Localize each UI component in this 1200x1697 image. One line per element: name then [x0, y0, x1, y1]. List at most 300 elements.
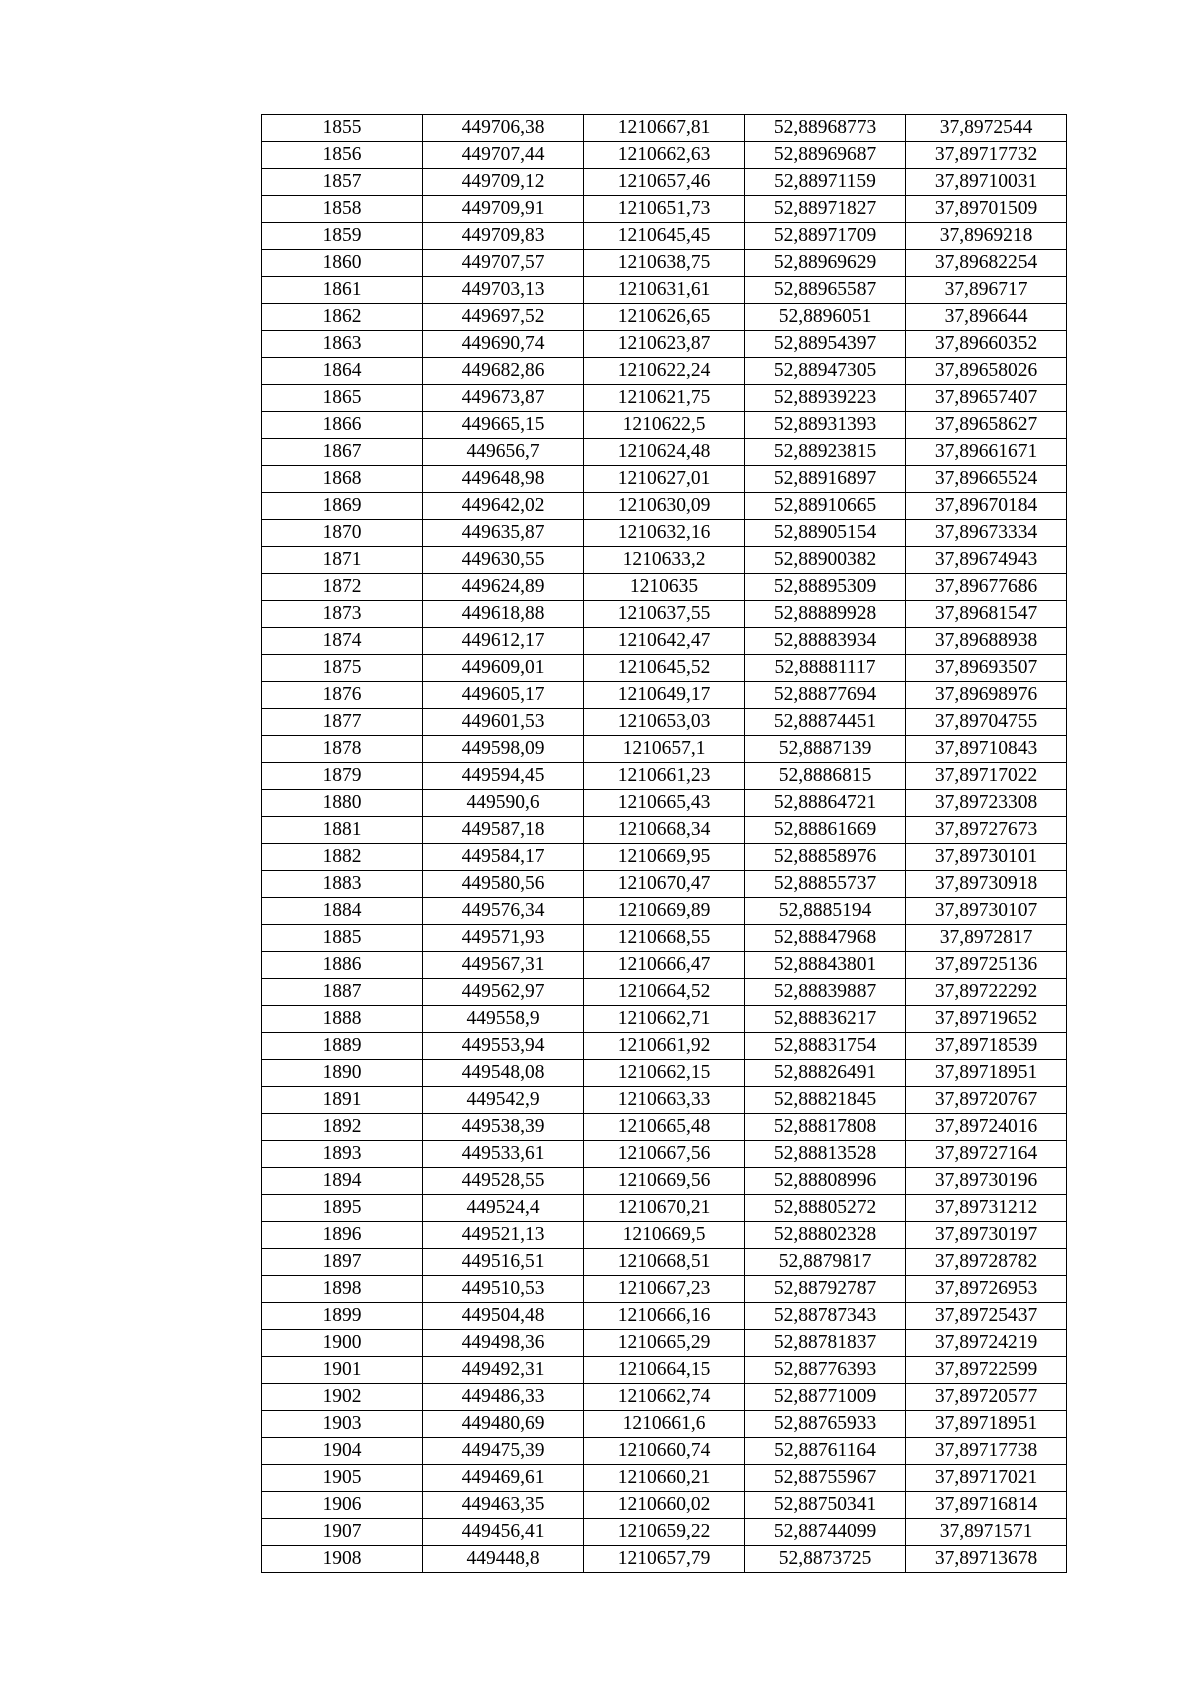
longitude-cell: 37,89670184 — [906, 493, 1067, 520]
longitude-cell: 37,89722292 — [906, 979, 1067, 1006]
longitude-cell: 37,89719652 — [906, 1006, 1067, 1033]
longitude-cell: 37,89658627 — [906, 412, 1067, 439]
x-coordinate-cell: 449682,86 — [423, 358, 584, 385]
y-coordinate-cell: 1210649,17 — [584, 682, 745, 709]
table-row — [262, 466, 1067, 493]
latitude-cell: 52,88836217 — [745, 1006, 906, 1033]
point-number-cell: 1872 — [262, 574, 423, 601]
point-number-cell: 1870 — [262, 520, 423, 547]
table-row — [262, 952, 1067, 979]
table-row — [262, 250, 1067, 277]
longitude-cell: 37,89661671 — [906, 439, 1067, 466]
latitude-cell: 52,88971827 — [745, 196, 906, 223]
table-row — [262, 412, 1067, 439]
table-row — [262, 520, 1067, 547]
latitude-cell: 52,88831754 — [745, 1033, 906, 1060]
point-number-cell: 1901 — [262, 1357, 423, 1384]
coordinates-table-body — [262, 115, 1067, 1573]
longitude-cell: 37,89688938 — [906, 628, 1067, 655]
longitude-cell: 37,89724016 — [906, 1114, 1067, 1141]
table-row — [262, 1465, 1067, 1492]
latitude-cell: 52,88808996 — [745, 1168, 906, 1195]
table-row — [262, 1411, 1067, 1438]
table-row — [262, 1330, 1067, 1357]
longitude-cell: 37,89731212 — [906, 1195, 1067, 1222]
point-number-cell: 1863 — [262, 331, 423, 358]
latitude-cell: 52,88969687 — [745, 142, 906, 169]
latitude-cell: 52,8879817 — [745, 1249, 906, 1276]
y-coordinate-cell: 1210661,6 — [584, 1411, 745, 1438]
y-coordinate-cell: 1210657,79 — [584, 1546, 745, 1573]
longitude-cell: 37,89701509 — [906, 196, 1067, 223]
latitude-cell: 52,88947305 — [745, 358, 906, 385]
latitude-cell: 52,88847968 — [745, 925, 906, 952]
longitude-cell: 37,8972817 — [906, 925, 1067, 952]
latitude-cell: 52,88826491 — [745, 1060, 906, 1087]
longitude-cell: 37,89665524 — [906, 466, 1067, 493]
x-coordinate-cell: 449498,36 — [423, 1330, 584, 1357]
y-coordinate-cell: 1210661,23 — [584, 763, 745, 790]
y-coordinate-cell: 1210622,5 — [584, 412, 745, 439]
longitude-cell: 37,89682254 — [906, 250, 1067, 277]
x-coordinate-cell: 449510,53 — [423, 1276, 584, 1303]
x-coordinate-cell: 449486,33 — [423, 1384, 584, 1411]
table-row — [262, 682, 1067, 709]
y-coordinate-cell: 1210668,51 — [584, 1249, 745, 1276]
table-row — [262, 439, 1067, 466]
table-row — [262, 574, 1067, 601]
x-coordinate-cell: 449690,74 — [423, 331, 584, 358]
y-coordinate-cell: 1210660,74 — [584, 1438, 745, 1465]
x-coordinate-cell: 449709,91 — [423, 196, 584, 223]
point-number-cell: 1858 — [262, 196, 423, 223]
longitude-cell: 37,89728782 — [906, 1249, 1067, 1276]
x-coordinate-cell: 449609,01 — [423, 655, 584, 682]
table-row — [262, 925, 1067, 952]
table-row — [262, 1384, 1067, 1411]
x-coordinate-cell: 449642,02 — [423, 493, 584, 520]
point-number-cell: 1856 — [262, 142, 423, 169]
latitude-cell: 52,88971159 — [745, 169, 906, 196]
x-coordinate-cell: 449709,83 — [423, 223, 584, 250]
longitude-cell: 37,89726953 — [906, 1276, 1067, 1303]
y-coordinate-cell: 1210665,48 — [584, 1114, 745, 1141]
y-coordinate-cell: 1210667,56 — [584, 1141, 745, 1168]
table-row — [262, 1276, 1067, 1303]
longitude-cell: 37,89681547 — [906, 601, 1067, 628]
y-coordinate-cell: 1210663,33 — [584, 1087, 745, 1114]
latitude-cell: 52,88931393 — [745, 412, 906, 439]
longitude-cell: 37,89658026 — [906, 358, 1067, 385]
longitude-cell: 37,89717021 — [906, 1465, 1067, 1492]
latitude-cell: 52,88744099 — [745, 1519, 906, 1546]
y-coordinate-cell: 1210631,61 — [584, 277, 745, 304]
point-number-cell: 1879 — [262, 763, 423, 790]
table-row — [262, 601, 1067, 628]
longitude-cell: 37,89677686 — [906, 574, 1067, 601]
x-coordinate-cell: 449697,52 — [423, 304, 584, 331]
longitude-cell: 37,89657407 — [906, 385, 1067, 412]
x-coordinate-cell: 449584,17 — [423, 844, 584, 871]
x-coordinate-cell: 449516,51 — [423, 1249, 584, 1276]
y-coordinate-cell: 1210662,15 — [584, 1060, 745, 1087]
point-number-cell: 1897 — [262, 1249, 423, 1276]
point-number-cell: 1864 — [262, 358, 423, 385]
point-number-cell: 1906 — [262, 1492, 423, 1519]
y-coordinate-cell: 1210666,16 — [584, 1303, 745, 1330]
longitude-cell: 37,896644 — [906, 304, 1067, 331]
latitude-cell: 52,8873725 — [745, 1546, 906, 1573]
table-row — [262, 1249, 1067, 1276]
x-coordinate-cell: 449594,45 — [423, 763, 584, 790]
point-number-cell: 1890 — [262, 1060, 423, 1087]
y-coordinate-cell: 1210659,22 — [584, 1519, 745, 1546]
table-row — [262, 844, 1067, 871]
y-coordinate-cell: 1210621,75 — [584, 385, 745, 412]
latitude-cell: 52,88821845 — [745, 1087, 906, 1114]
table-row — [262, 1087, 1067, 1114]
table-row — [262, 1303, 1067, 1330]
latitude-cell: 52,88877694 — [745, 682, 906, 709]
latitude-cell: 52,88883934 — [745, 628, 906, 655]
x-coordinate-cell: 449706,38 — [423, 115, 584, 142]
longitude-cell: 37,89713678 — [906, 1546, 1067, 1573]
point-number-cell: 1859 — [262, 223, 423, 250]
y-coordinate-cell: 1210635 — [584, 574, 745, 601]
point-number-cell: 1876 — [262, 682, 423, 709]
latitude-cell: 52,88761164 — [745, 1438, 906, 1465]
latitude-cell: 52,88776393 — [745, 1357, 906, 1384]
longitude-cell: 37,89674943 — [906, 547, 1067, 574]
point-number-cell: 1878 — [262, 736, 423, 763]
y-coordinate-cell: 1210653,03 — [584, 709, 745, 736]
y-coordinate-cell: 1210670,21 — [584, 1195, 745, 1222]
x-coordinate-cell: 449524,4 — [423, 1195, 584, 1222]
x-coordinate-cell: 449538,39 — [423, 1114, 584, 1141]
x-coordinate-cell: 449612,17 — [423, 628, 584, 655]
latitude-cell: 52,88971709 — [745, 223, 906, 250]
point-number-cell: 1884 — [262, 898, 423, 925]
y-coordinate-cell: 1210664,15 — [584, 1357, 745, 1384]
y-coordinate-cell: 1210624,48 — [584, 439, 745, 466]
longitude-cell: 37,89717738 — [906, 1438, 1067, 1465]
y-coordinate-cell: 1210665,29 — [584, 1330, 745, 1357]
x-coordinate-cell: 449542,9 — [423, 1087, 584, 1114]
point-number-cell: 1877 — [262, 709, 423, 736]
latitude-cell: 52,88802328 — [745, 1222, 906, 1249]
y-coordinate-cell: 1210630,09 — [584, 493, 745, 520]
point-number-cell: 1908 — [262, 1546, 423, 1573]
latitude-cell: 52,88965587 — [745, 277, 906, 304]
y-coordinate-cell: 1210645,52 — [584, 655, 745, 682]
x-coordinate-cell: 449707,44 — [423, 142, 584, 169]
point-number-cell: 1904 — [262, 1438, 423, 1465]
y-coordinate-cell: 1210670,47 — [584, 871, 745, 898]
point-number-cell: 1869 — [262, 493, 423, 520]
x-coordinate-cell: 449673,87 — [423, 385, 584, 412]
longitude-cell: 37,89673334 — [906, 520, 1067, 547]
latitude-cell: 52,88900382 — [745, 547, 906, 574]
x-coordinate-cell: 449469,61 — [423, 1465, 584, 1492]
x-coordinate-cell: 449707,57 — [423, 250, 584, 277]
table-row — [262, 196, 1067, 223]
longitude-cell: 37,89710843 — [906, 736, 1067, 763]
point-number-cell: 1868 — [262, 466, 423, 493]
point-number-cell: 1905 — [262, 1465, 423, 1492]
point-number-cell: 1887 — [262, 979, 423, 1006]
table-row — [262, 277, 1067, 304]
table-row — [262, 1141, 1067, 1168]
y-coordinate-cell: 1210668,34 — [584, 817, 745, 844]
x-coordinate-cell: 449567,31 — [423, 952, 584, 979]
latitude-cell: 52,8896051 — [745, 304, 906, 331]
y-coordinate-cell: 1210638,75 — [584, 250, 745, 277]
point-number-cell: 1871 — [262, 547, 423, 574]
longitude-cell: 37,89730918 — [906, 871, 1067, 898]
latitude-cell: 52,8885194 — [745, 898, 906, 925]
longitude-cell: 37,89730101 — [906, 844, 1067, 871]
y-coordinate-cell: 1210665,43 — [584, 790, 745, 817]
x-coordinate-cell: 449630,55 — [423, 547, 584, 574]
y-coordinate-cell: 1210651,73 — [584, 196, 745, 223]
x-coordinate-cell: 449587,18 — [423, 817, 584, 844]
latitude-cell: 52,88939223 — [745, 385, 906, 412]
latitude-cell: 52,88954397 — [745, 331, 906, 358]
latitude-cell: 52,88839887 — [745, 979, 906, 1006]
table-row — [262, 1546, 1067, 1573]
y-coordinate-cell: 1210662,63 — [584, 142, 745, 169]
point-number-cell: 1855 — [262, 115, 423, 142]
longitude-cell: 37,89718951 — [906, 1060, 1067, 1087]
y-coordinate-cell: 1210669,89 — [584, 898, 745, 925]
latitude-cell: 52,88861669 — [745, 817, 906, 844]
point-number-cell: 1873 — [262, 601, 423, 628]
point-number-cell: 1899 — [262, 1303, 423, 1330]
table-row — [262, 1438, 1067, 1465]
y-coordinate-cell: 1210645,45 — [584, 223, 745, 250]
point-number-cell: 1860 — [262, 250, 423, 277]
table-row — [262, 871, 1067, 898]
y-coordinate-cell: 1210666,47 — [584, 952, 745, 979]
point-number-cell: 1881 — [262, 817, 423, 844]
longitude-cell: 37,89723308 — [906, 790, 1067, 817]
table-row — [262, 169, 1067, 196]
longitude-cell: 37,89710031 — [906, 169, 1067, 196]
y-coordinate-cell: 1210657,46 — [584, 169, 745, 196]
longitude-cell: 37,8972544 — [906, 115, 1067, 142]
table-row — [262, 1492, 1067, 1519]
y-coordinate-cell: 1210637,55 — [584, 601, 745, 628]
point-number-cell: 1880 — [262, 790, 423, 817]
latitude-cell: 52,88813528 — [745, 1141, 906, 1168]
x-coordinate-cell: 449635,87 — [423, 520, 584, 547]
latitude-cell: 52,88889928 — [745, 601, 906, 628]
y-coordinate-cell: 1210662,74 — [584, 1384, 745, 1411]
latitude-cell: 52,88771009 — [745, 1384, 906, 1411]
coordinates-table — [261, 114, 1067, 1573]
point-number-cell: 1889 — [262, 1033, 423, 1060]
longitude-cell: 37,89730196 — [906, 1168, 1067, 1195]
longitude-cell: 37,89725437 — [906, 1303, 1067, 1330]
table-row — [262, 1006, 1067, 1033]
point-number-cell: 1875 — [262, 655, 423, 682]
latitude-cell: 52,88858976 — [745, 844, 906, 871]
point-number-cell: 1892 — [262, 1114, 423, 1141]
x-coordinate-cell: 449448,8 — [423, 1546, 584, 1573]
table-row — [262, 142, 1067, 169]
x-coordinate-cell: 449562,97 — [423, 979, 584, 1006]
x-coordinate-cell: 449480,69 — [423, 1411, 584, 1438]
latitude-cell: 52,88968773 — [745, 115, 906, 142]
latitude-cell: 52,88969629 — [745, 250, 906, 277]
longitude-cell: 37,89718539 — [906, 1033, 1067, 1060]
point-number-cell: 1898 — [262, 1276, 423, 1303]
x-coordinate-cell: 449553,94 — [423, 1033, 584, 1060]
longitude-cell: 37,89693507 — [906, 655, 1067, 682]
x-coordinate-cell: 449521,13 — [423, 1222, 584, 1249]
table-row — [262, 1033, 1067, 1060]
x-coordinate-cell: 449528,55 — [423, 1168, 584, 1195]
longitude-cell: 37,89660352 — [906, 331, 1067, 358]
table-row — [262, 709, 1067, 736]
point-number-cell: 1896 — [262, 1222, 423, 1249]
longitude-cell: 37,8971571 — [906, 1519, 1067, 1546]
point-number-cell: 1865 — [262, 385, 423, 412]
point-number-cell: 1895 — [262, 1195, 423, 1222]
longitude-cell: 37,89727164 — [906, 1141, 1067, 1168]
x-coordinate-cell: 449504,48 — [423, 1303, 584, 1330]
x-coordinate-cell: 449618,88 — [423, 601, 584, 628]
point-number-cell: 1862 — [262, 304, 423, 331]
y-coordinate-cell: 1210669,56 — [584, 1168, 745, 1195]
y-coordinate-cell: 1210667,81 — [584, 115, 745, 142]
y-coordinate-cell: 1210632,16 — [584, 520, 745, 547]
latitude-cell: 52,88787343 — [745, 1303, 906, 1330]
point-number-cell: 1882 — [262, 844, 423, 871]
y-coordinate-cell: 1210623,87 — [584, 331, 745, 358]
latitude-cell: 52,8886815 — [745, 763, 906, 790]
y-coordinate-cell: 1210626,65 — [584, 304, 745, 331]
latitude-cell: 52,88805272 — [745, 1195, 906, 1222]
y-coordinate-cell: 1210661,92 — [584, 1033, 745, 1060]
point-number-cell: 1867 — [262, 439, 423, 466]
y-coordinate-cell: 1210668,55 — [584, 925, 745, 952]
point-number-cell: 1888 — [262, 1006, 423, 1033]
longitude-cell: 37,89722599 — [906, 1357, 1067, 1384]
table-row — [262, 304, 1067, 331]
table-row — [262, 655, 1067, 682]
table-row — [262, 1357, 1067, 1384]
table-row — [262, 115, 1067, 142]
latitude-cell: 52,88792787 — [745, 1276, 906, 1303]
y-coordinate-cell: 1210662,71 — [584, 1006, 745, 1033]
y-coordinate-cell: 1210669,95 — [584, 844, 745, 871]
table-row — [262, 979, 1067, 1006]
table-row — [262, 1222, 1067, 1249]
x-coordinate-cell: 449463,35 — [423, 1492, 584, 1519]
x-coordinate-cell: 449703,13 — [423, 277, 584, 304]
longitude-cell: 37,89717732 — [906, 142, 1067, 169]
point-number-cell: 1866 — [262, 412, 423, 439]
x-coordinate-cell: 449601,53 — [423, 709, 584, 736]
longitude-cell: 37,89730197 — [906, 1222, 1067, 1249]
latitude-cell: 52,88765933 — [745, 1411, 906, 1438]
latitude-cell: 52,88916897 — [745, 466, 906, 493]
longitude-cell: 37,89727673 — [906, 817, 1067, 844]
latitude-cell: 52,88874451 — [745, 709, 906, 736]
x-coordinate-cell: 449580,56 — [423, 871, 584, 898]
latitude-cell: 52,88781837 — [745, 1330, 906, 1357]
x-coordinate-cell: 449571,93 — [423, 925, 584, 952]
x-coordinate-cell: 449576,34 — [423, 898, 584, 925]
y-coordinate-cell: 1210669,5 — [584, 1222, 745, 1249]
table-row — [262, 1168, 1067, 1195]
table-row — [262, 547, 1067, 574]
latitude-cell: 52,88910665 — [745, 493, 906, 520]
latitude-cell: 52,88855737 — [745, 871, 906, 898]
table-row — [262, 223, 1067, 250]
table-row — [262, 736, 1067, 763]
latitude-cell: 52,88755967 — [745, 1465, 906, 1492]
table-row — [262, 1195, 1067, 1222]
point-number-cell: 1861 — [262, 277, 423, 304]
point-number-cell: 1883 — [262, 871, 423, 898]
table-row — [262, 1114, 1067, 1141]
longitude-cell: 37,89716814 — [906, 1492, 1067, 1519]
point-number-cell: 1885 — [262, 925, 423, 952]
x-coordinate-cell: 449709,12 — [423, 169, 584, 196]
latitude-cell: 52,88864721 — [745, 790, 906, 817]
longitude-cell: 37,8969218 — [906, 223, 1067, 250]
y-coordinate-cell: 1210627,01 — [584, 466, 745, 493]
table-row — [262, 1060, 1067, 1087]
latitude-cell: 52,88923815 — [745, 439, 906, 466]
longitude-cell: 37,89718951 — [906, 1411, 1067, 1438]
point-number-cell: 1894 — [262, 1168, 423, 1195]
table-row — [262, 628, 1067, 655]
point-number-cell: 1907 — [262, 1519, 423, 1546]
longitude-cell: 37,896717 — [906, 277, 1067, 304]
table-row — [262, 331, 1067, 358]
point-number-cell: 1886 — [262, 952, 423, 979]
x-coordinate-cell: 449590,6 — [423, 790, 584, 817]
x-coordinate-cell: 449624,89 — [423, 574, 584, 601]
point-number-cell: 1893 — [262, 1141, 423, 1168]
x-coordinate-cell: 449648,98 — [423, 466, 584, 493]
longitude-cell: 37,89717022 — [906, 763, 1067, 790]
longitude-cell: 37,89725136 — [906, 952, 1067, 979]
point-number-cell: 1891 — [262, 1087, 423, 1114]
longitude-cell: 37,89724219 — [906, 1330, 1067, 1357]
table-row — [262, 1519, 1067, 1546]
y-coordinate-cell: 1210642,47 — [584, 628, 745, 655]
y-coordinate-cell: 1210667,23 — [584, 1276, 745, 1303]
point-number-cell: 1874 — [262, 628, 423, 655]
y-coordinate-cell: 1210660,02 — [584, 1492, 745, 1519]
latitude-cell: 52,88895309 — [745, 574, 906, 601]
table-row — [262, 385, 1067, 412]
point-number-cell: 1902 — [262, 1384, 423, 1411]
point-number-cell: 1900 — [262, 1330, 423, 1357]
longitude-cell: 37,89720577 — [906, 1384, 1067, 1411]
x-coordinate-cell: 449605,17 — [423, 682, 584, 709]
x-coordinate-cell: 449475,39 — [423, 1438, 584, 1465]
latitude-cell: 52,88881117 — [745, 655, 906, 682]
x-coordinate-cell: 449665,15 — [423, 412, 584, 439]
latitude-cell: 52,88905154 — [745, 520, 906, 547]
x-coordinate-cell: 449533,61 — [423, 1141, 584, 1168]
x-coordinate-cell: 449656,7 — [423, 439, 584, 466]
